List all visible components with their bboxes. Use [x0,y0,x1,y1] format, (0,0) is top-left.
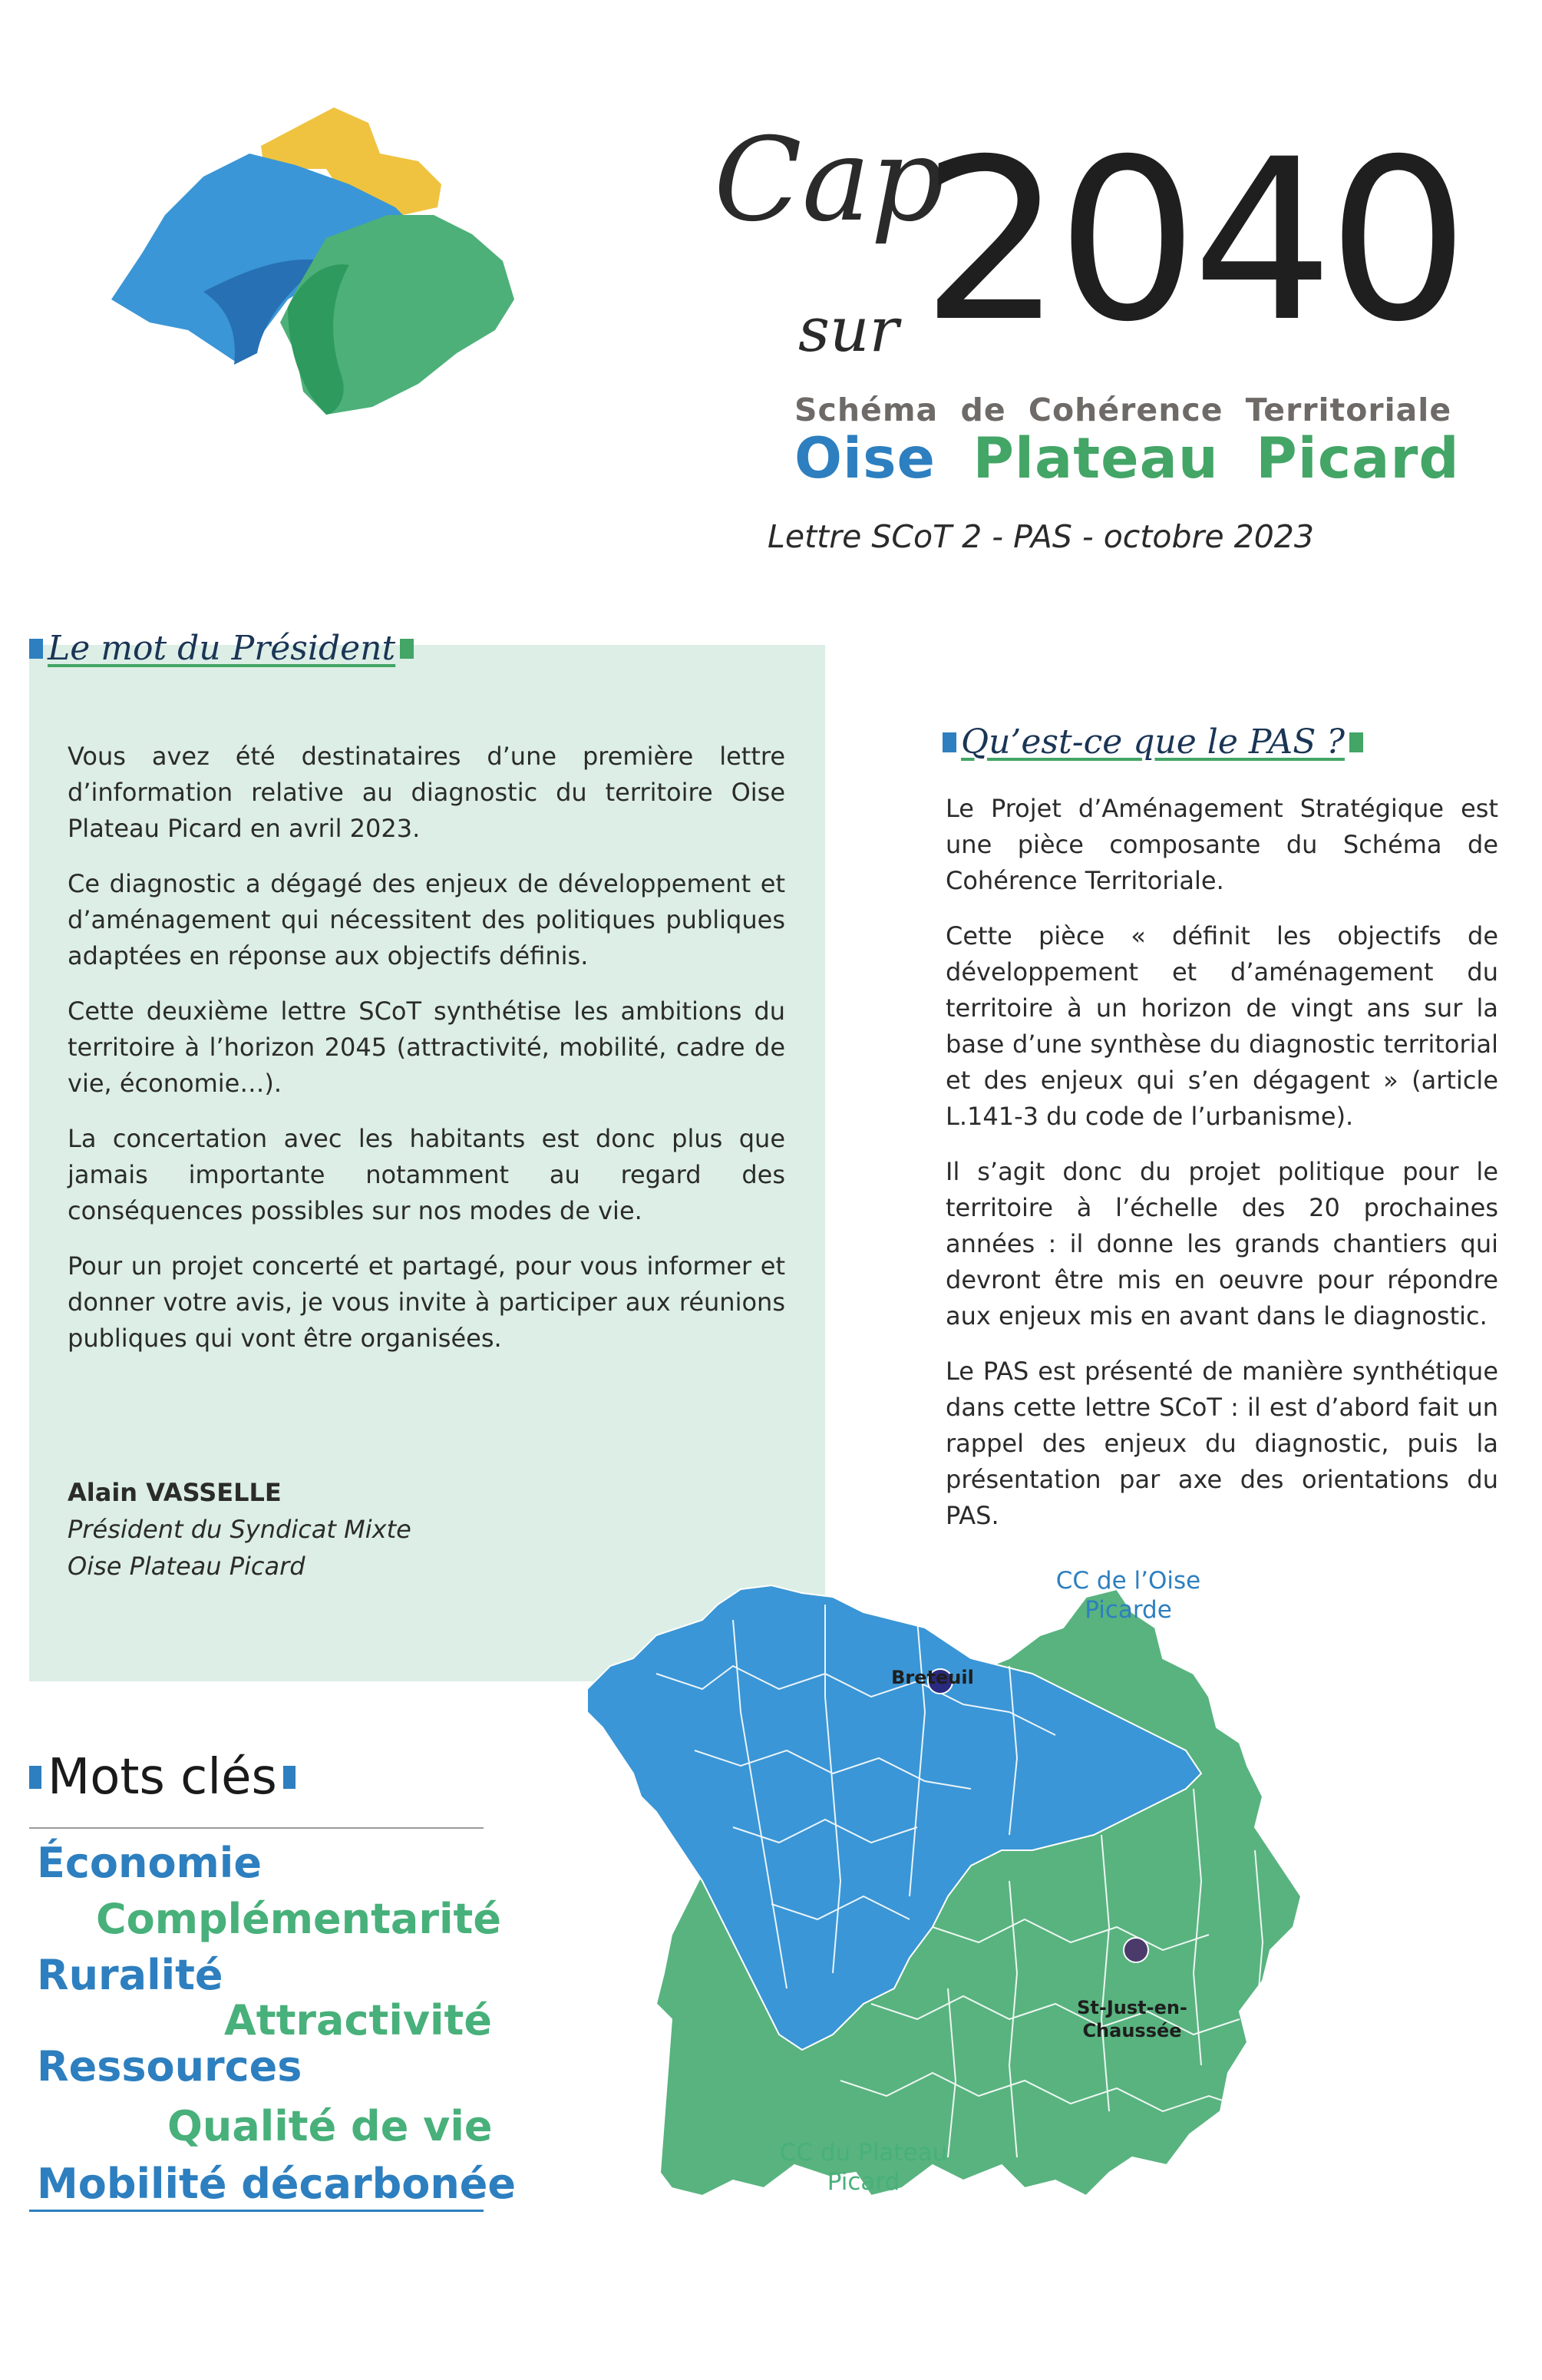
signature-role-2: Oise Plateau Picard [68,1552,305,1581]
keyword-item: Économie [37,1839,262,1887]
keyword-item: Mobilité décarbonée [37,2160,517,2208]
pas-section-title-text: Qu’est-ce que le PAS ? [961,722,1345,762]
keyword-item: Attractivité [224,1996,492,2044]
title-year: 2040 [921,112,1464,371]
keyword-item: Qualité de vie [167,2102,493,2150]
territory-map [579,1559,1424,2219]
town-stjust-line1: St-Just-en- [1077,1997,1187,2018]
tag-bar-left [29,639,43,659]
keyword-item: Ressources [37,2042,302,2091]
pas-paragraph: Le PAS est présenté de manière synthétique dans cette lettre SCoT : il est d’abord fait un rappel des enjeux du diagnostic, puis la présentation par axe des orientations du PAS. [946,1357,1498,1530]
pas-section-title [943,720,1363,762]
keyword-item: Complémentarité [96,1895,501,1943]
keywords-title-text: Mots clés [48,1749,277,1806]
map-label-oise [1029,1566,1228,1625]
map-label-plateau-line2: Picard [827,2168,900,2196]
scot-logo [96,100,576,461]
title-sur: sur [798,294,899,365]
keyword-item: Ruralité [37,1951,223,1999]
tag-bar-right [1349,732,1363,752]
president-paragraph: La concertation avec les habitants est donc plus que jamais importante notamment au regard des conséquences possibles sur nos modes de vie. [68,1124,785,1225]
scot-name-plateau-picard: Plateau Picard [972,426,1460,491]
issue-line: Lettre SCoT 2 - PAS - octobre 2023 [768,518,1314,555]
town-stjust [1059,1996,1205,2042]
pas-text [946,791,1498,1553]
pas-paragraph: Le Projet d’Aménagement Stratégique est une pièce composante du Schéma de Cohérence Territoriale. [946,794,1498,895]
president-paragraph: Vous avez été destinataires d’une première lettre d’information relative au diagnostic du territoire Oise Plateau Picard en avril 2023. [68,742,785,843]
president-section-title-text: Le mot du Président [48,629,396,668]
keywords-divider [29,1827,484,1829]
tag-bar-right [283,1766,296,1789]
keywords-title [29,1747,296,1806]
map-label-oise-line1: CC de l’Oise [1055,1567,1201,1595]
president-text [68,739,785,1376]
president-paragraph: Cette deuxième lettre SCoT synthétise les ambitions du territoire à l’horizon 2045 (attractivité, mobilité, cadre de vie, économie…). [68,997,785,1098]
pas-paragraph: Cette pièce « définit les objectifs de développement et d’aménagement du territoire à un horizon de vingt ans sur la base d’une synthèse du diagnostic territorial et des enjeux qui s’en dégagent » (article L.141-3 du code de l’urbanisme). [946,921,1498,1131]
president-section-title [29,626,414,668]
map-label-plateau-line1: CC du Plateau [779,2139,948,2167]
tag-bar-right [400,639,414,659]
town-stjust-line2: Chaussée [1082,2020,1182,2041]
tag-bar-left [943,732,956,752]
pas-paragraph: Il s’agit donc du projet politique pour le territoire à l’échelle des 20 prochaines années : il donne les grands chantiers qui devront être mis en oeuvre pour répondre aux enjeux mis en avant dans le diagnostic. [946,1157,1498,1330]
scot-name-oise: Oise [794,426,936,491]
president-paragraph: Pour un projet concerté et partagé, pour vous informer et donner votre avis, je vous invite à participer aux réunions publiques qui vont être organisées. [68,1251,785,1353]
tag-bar-left [29,1766,41,1789]
signature-role-1: Président du Syndicat Mixte [68,1515,411,1544]
scot-title: Schéma de Cohérence Territoriale [794,392,1452,428]
president-paragraph: Ce diagnostic a dégagé des enjeux de développement et d’aménagement qui nécessitent des politiques publiques adaptées en réponse aux objectifs définis. [68,869,785,970]
signature [68,1474,411,1585]
map-label-plateau [752,2138,975,2197]
stjust-marker [1124,1938,1148,1962]
town-breteuil: Breteuil [891,1667,974,1688]
scot-name [794,426,1460,491]
title-cap: Cap [714,114,945,247]
keywords-underline [29,2210,484,2212]
map-label-oise-line2: Picarde [1085,1596,1172,1624]
signature-name: Alain VASSELLE [68,1478,282,1507]
